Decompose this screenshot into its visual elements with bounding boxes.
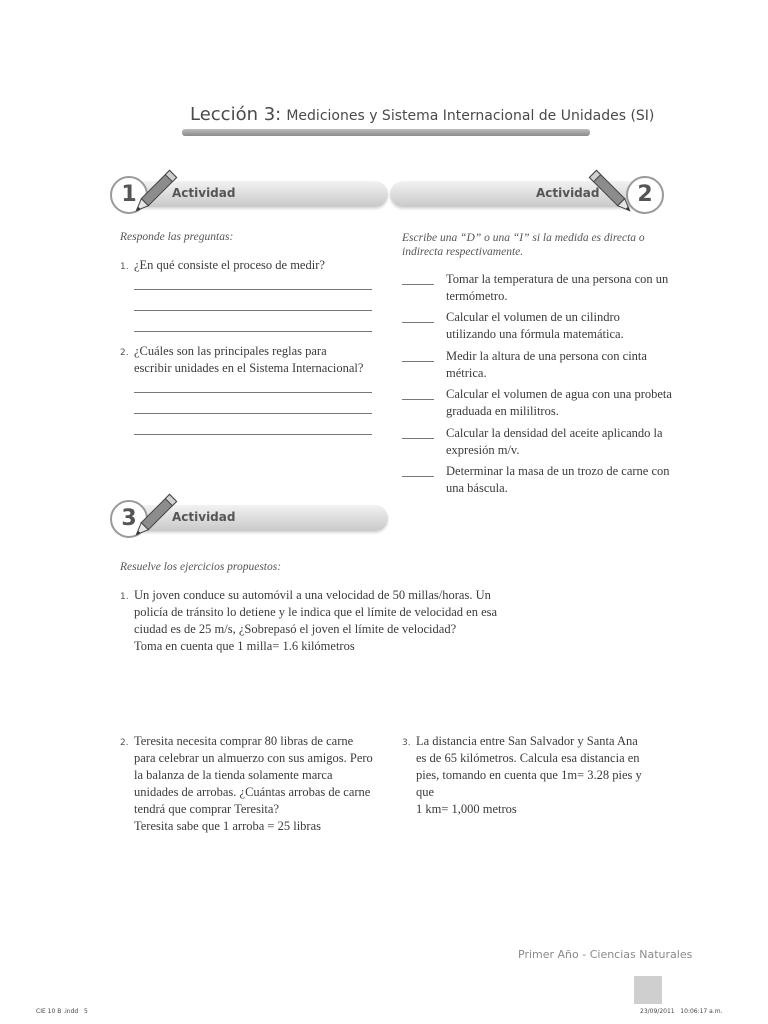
- exercise-text: Un joven conduce su automóvil a una velocidad de 50 millas/horas. Un policía de tránsito lo detiene y le indica que el límite de velocidad en esa ciudad es de 25 m/s, ¿Sobrepasó el joven el límite de velocidad?: [134, 588, 498, 636]
- answer-line[interactable]: [134, 310, 372, 311]
- title-underline-bar: [182, 129, 590, 136]
- lesson-title: [190, 104, 654, 125]
- exercise-note: Toma en cuenta que 1 milla= 1.6 kilómetros: [134, 639, 355, 653]
- activity3-header: [110, 492, 390, 542]
- page-number-box: [634, 976, 662, 1004]
- exercise-note: 1 km= 1,000 metros: [416, 802, 517, 816]
- question-number: 2.: [120, 348, 129, 358]
- activity2-item: [402, 271, 672, 307]
- item-text: Determinar la masa de un trozo de carne con una báscula.: [446, 464, 670, 495]
- footer-file-name: CIE 10 B .indd 5: [36, 1008, 88, 1015]
- exercise-number: 1.: [120, 592, 129, 602]
- activity3-label: Actividad: [172, 510, 236, 524]
- exercise-note: Teresita sabe que 1 arroba = 25 libras: [134, 819, 322, 833]
- answer-blank[interactable]: [402, 322, 434, 323]
- activity2-item: [402, 463, 672, 499]
- answer-line[interactable]: [134, 331, 372, 332]
- activity1-instruction: Responde las preguntas:: [120, 231, 234, 243]
- activity3-exercise-3: [402, 733, 652, 816]
- answer-line[interactable]: [134, 434, 372, 435]
- activity3-number-badge: 3: [110, 500, 148, 538]
- activity2-label: Actividad: [536, 186, 600, 200]
- activity2-item: [402, 425, 672, 461]
- exercise-text: La distancia entre San Salvador y Santa Ana es de 65 kilómetros. Calcula esa distancia en pies, tomando en cuenta que 1m= 3.28 pies y que: [416, 734, 642, 799]
- item-text: Calcular el volumen de un cilindro utilizando una fórmula matemática.: [446, 310, 624, 341]
- activity3-exercise-1: [120, 587, 530, 659]
- activity2-item: [402, 386, 672, 422]
- answer-blank[interactable]: [402, 361, 434, 362]
- question-text: ¿En qué consiste el proceso de medir?: [134, 258, 325, 272]
- item-text: Tomar la temperatura de una persona con un termómetro.: [446, 272, 669, 303]
- question-number: 1.: [120, 262, 129, 272]
- exercise-number: 2.: [120, 738, 129, 748]
- exercise-text: Teresita necesita comprar 80 libras de carne para celebrar un almuerzo con sus amigos. Pero la balanza de la tienda solamente marca unidades de arrobas. ¿Cuántas arrobas de carne tendrá que comprar Teresita?: [134, 734, 373, 816]
- footer-timestamp: 23/09/2011 10:06:17 a.m.: [640, 1008, 723, 1015]
- answer-line[interactable]: [134, 413, 372, 414]
- answer-blank[interactable]: [402, 284, 434, 285]
- answer-blank[interactable]: [402, 399, 434, 400]
- activity1-question-1: [120, 257, 380, 277]
- lesson-title-main: Mediciones y Sistema Internacional de Unidades (SI): [286, 108, 655, 124]
- activity3-exercise-2: [120, 733, 375, 837]
- activity2-instruction: Escribe una “D” o una “I” si la medida es directa o indirecta respectivamente.: [402, 232, 645, 258]
- activity2-number-badge: 2: [626, 176, 664, 214]
- activity2-header: [390, 168, 668, 218]
- activity1-header: [110, 168, 390, 218]
- lesson-title-block: [182, 98, 655, 138]
- answer-line[interactable]: [134, 289, 372, 290]
- activity1-label: Actividad: [172, 186, 236, 200]
- activity2-item: [402, 348, 672, 384]
- footer-course-label: Primer Año - Ciencias Naturales: [518, 948, 693, 961]
- activity1-number-badge: 1: [110, 176, 148, 214]
- lesson-title-prefix: Lección 3:: [190, 104, 282, 125]
- answer-line[interactable]: [134, 392, 372, 393]
- activity1-question-2: [120, 343, 372, 383]
- question-text: ¿Cuáles son las principales reglas para escribir unidades en el Sistema Internacional?: [134, 344, 364, 375]
- pencil-icon: [128, 492, 180, 542]
- pencil-icon: [128, 168, 180, 218]
- exercise-number: 3.: [402, 738, 411, 748]
- item-text: Calcular el volumen de agua con una probeta graduada en mililitros.: [446, 387, 672, 418]
- activity2-item: [402, 309, 672, 345]
- activity3-instruction: Resuelve los ejercicios propuestos:: [120, 561, 282, 573]
- item-text: Medir la altura de una persona con cinta métrica.: [446, 349, 647, 380]
- answer-blank[interactable]: [402, 438, 434, 439]
- answer-blank[interactable]: [402, 476, 434, 477]
- item-text: Calcular la densidad del aceite aplicando la expresión m/v.: [446, 426, 663, 457]
